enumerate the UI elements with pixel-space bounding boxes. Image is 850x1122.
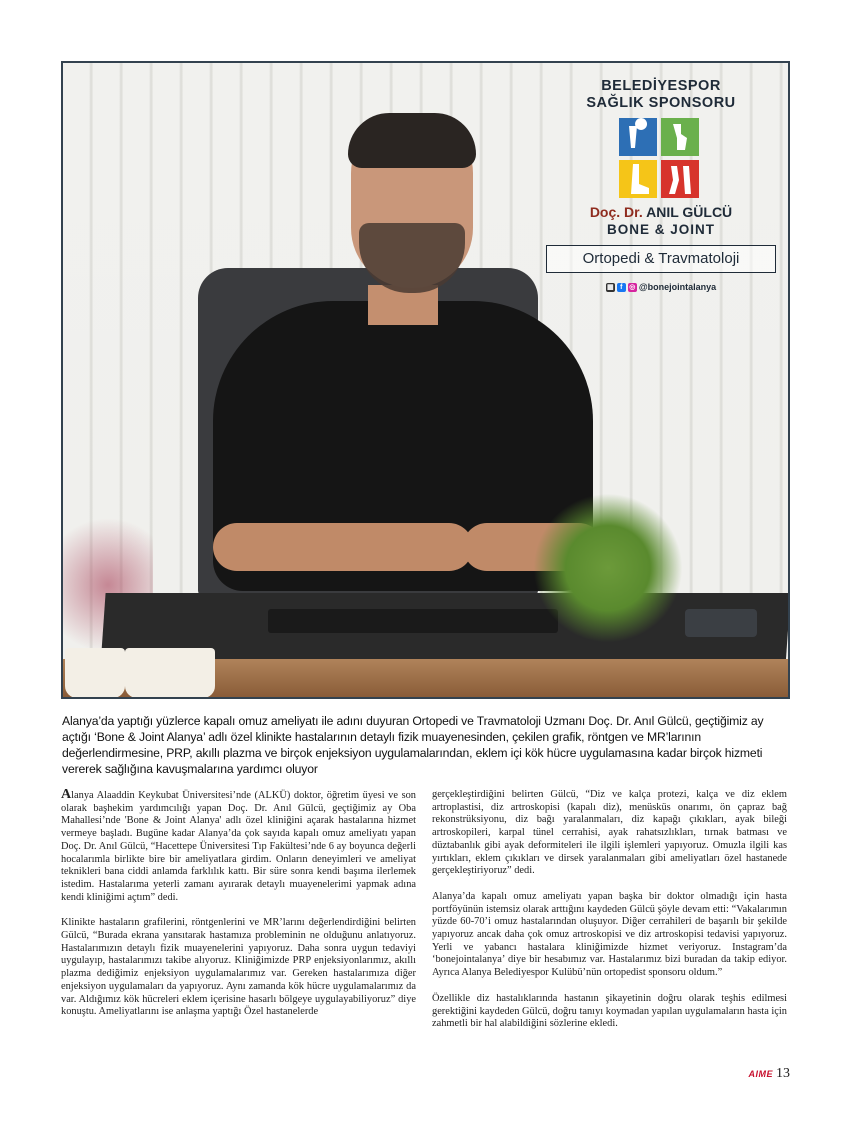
article-paragraph [61, 789, 416, 904]
article-column-right [432, 789, 787, 1044]
leg-icon [661, 160, 699, 198]
doctor-prefix: Doç. Dr. [589, 204, 643, 220]
doctor-hair [348, 113, 476, 168]
sponsor-line-1: BELEDİYESPOR [601, 78, 721, 94]
paragraph-text: lanya Alaaddin Keykubat Üniversitesi’nde (ALKÜ) doktor, öğretim üyesi ve son olarak başhekim yardımcılığı yapan Doç. Dr. Anıl Gülcü, geçtiğimiz ay Oba Mahallesi’nde 'Bone & Joint Alanya' adlı özel kliniğini açarak hastalarına hizmet vermeye başladı. Bugüne kadar Alanya’da çok sayıda kapalı omuz ameliyatı yapan Doç. Dr. Anıl Gülcü, “Hacettepe Üniversitesi Tıp Fakültesi’nde 6 ay boyunca değerli hocalarımla birlikte bire bir ameliyatlara girdim. Onların deneyimleri ve ameliyat teknikleri bana ciddi anlamda farklılık kattı. Bir süre sonra kendi başıma ilerlemek istedim. Hastalarıma yeterli zamanı ayırarak detaylı muayenelerimi yapmak adına kendi kliniğimi açtım” dedi. [61, 790, 416, 903]
doctor-name-line [543, 204, 779, 221]
bonsai-plant [533, 493, 683, 643]
article-paragraph: Alanya’da kapalı omuz ameliyatı yapan başka bir doktor olmadığı için hasta portföyünün istemsiz olarak arttığını kaydeden Gülcü şöyle devam etti: “Vakalarımın yüzde 60-70’i omuz hastalarından oluşuyor. Diğer cerrahileri de başarılı bir şekilde yapıyoruz ancak daha çok omuz artroskopisi ve diz artroskopisi tedavisi yapıyoruz. Yerli ve yabancı hastalara kliniğimizde hizmet veriyoruz. Instagram’da ‘bonejointalanya’ diye bir hesabımız var. Hastalarımız bizi buradan da takip ediyor. Ayrıca Alanya Belediyespor Kulübü’nün ortopedist sponsoru oldum.” [432, 890, 787, 979]
specialty-label: Ortopedi & Travmatoloji [546, 245, 776, 273]
clinic-brand: BONE & JOINT [606, 222, 715, 237]
drop-cap: A [61, 787, 72, 802]
article-paragraph: Özellikle diz hastalıklarında hastanın şikayetinin doğru olarak teşhis edilmesi gerektiğini kaydeden Gülcü, doğru tanıyı koymadan yapılan uygulamaların hasta için zahmetli bir hal alabildiğini sözlerine ekledi. [432, 992, 787, 1030]
magazine-logo: AIME [748, 1069, 773, 1079]
sponsor-box [543, 78, 779, 292]
foot-icon [619, 160, 657, 198]
article-paragraph: gerçekleştirdiğini belirten Gülcü, “Diz ve kalça protezi, kalça ve diz eklem artroplastisi, diz artroskopisi (kapalı diz), menüsküs onarımı, ön çapraz bağ rekonstrüksiyonu, diz bağı yaralanmaları, diz kapağı çıkıkları, ayak bileği artroskopileri, karpal tünel cerrahisi, ayak rahatsızlıkları, tırnak batması ve düztabanlık gibi ayak deformiteleri ile ilgili işlemleri yapıyoruz. Omuzla ilgili kas yırtıkları, eklem çıkıkları ve dirsek yaralanmaları gibi ameliyatları özel hastanede gerçekleştiriyoruz” dedi. [432, 789, 787, 877]
article-column-left [61, 789, 416, 1032]
knee-icon [661, 118, 699, 156]
photo-caption: Alanya’da yaptığı yüzlerce kapalı omuz ameliyatı ile adını duyuran Ortopedi ve Travmatoloji Uzmanı Doç. Dr. Anıl Gülcü, geçtiğimiz ay açtığı ‘Bone & Joint Alanya’ adlı özel klinikte hastalarının detaylı fizik muayenesinden, çekilen grafik, röntgen ve MR’larının değerlendirmesine, PRP, akıllı plazma ve birçok enjeksiyon uygulamalarından, eklem içi kök hücre uygulamasına kadar birçok hizmeti vererek sağlığına kavuşmalarına yardımcı oluyor [62, 714, 764, 776]
smartphone [685, 609, 757, 637]
social-links [543, 282, 779, 292]
doctor-left-arm [213, 523, 473, 571]
plant-pot-left [65, 648, 125, 698]
article-paragraph: Klinikte hastaların grafilerini, röntgenlerini ve MR’larını değerlendirdiğini belirten Gülcü, “Burada ekrana yansıtarak hastamıza probleminin ne olduğunu anlatıyoruz. Hastalarımızın detaylı fizik muayenelerini yapıyoruz. Daha sonra uygun tedaviyi uygulayıp, hastalarımızı takibe alıyoruz. Kliniğimizde PRP enjeksiyonlarımız, akıllı plazma dediğimiz enjeksiyon uygulamalarımız var. Gereken hastalarımıza diğer enjeksiyon uygulamaları da yapıyoruz. Aynı zamanda kök hücre uygulamalarımız da var. Aldığımız kök hücreleri eklem içerisine hasarlı bölgeye uygulayabiliyoruz” diye konuştu. Ameliyatlarını ise anlaşma yaptığı Özel hastanelerde [61, 917, 416, 1018]
qr-code-icon: ▦ [607, 283, 614, 291]
laptop [268, 609, 558, 633]
page-footer [749, 1066, 791, 1082]
sponsor-line-2: SAĞLIK SPONSORU [586, 95, 736, 111]
shoulder-icon [619, 118, 657, 156]
instagram-icon: ◎ [629, 283, 636, 291]
bone-joint-logo [619, 118, 703, 198]
page-number: 13 [776, 1066, 790, 1081]
doctor-name: ANIL GÜLCÜ [646, 204, 733, 220]
social-handle: @bonejointalanya [638, 282, 717, 292]
plant-pot-right [125, 648, 215, 698]
facebook-icon: f [617, 283, 626, 292]
